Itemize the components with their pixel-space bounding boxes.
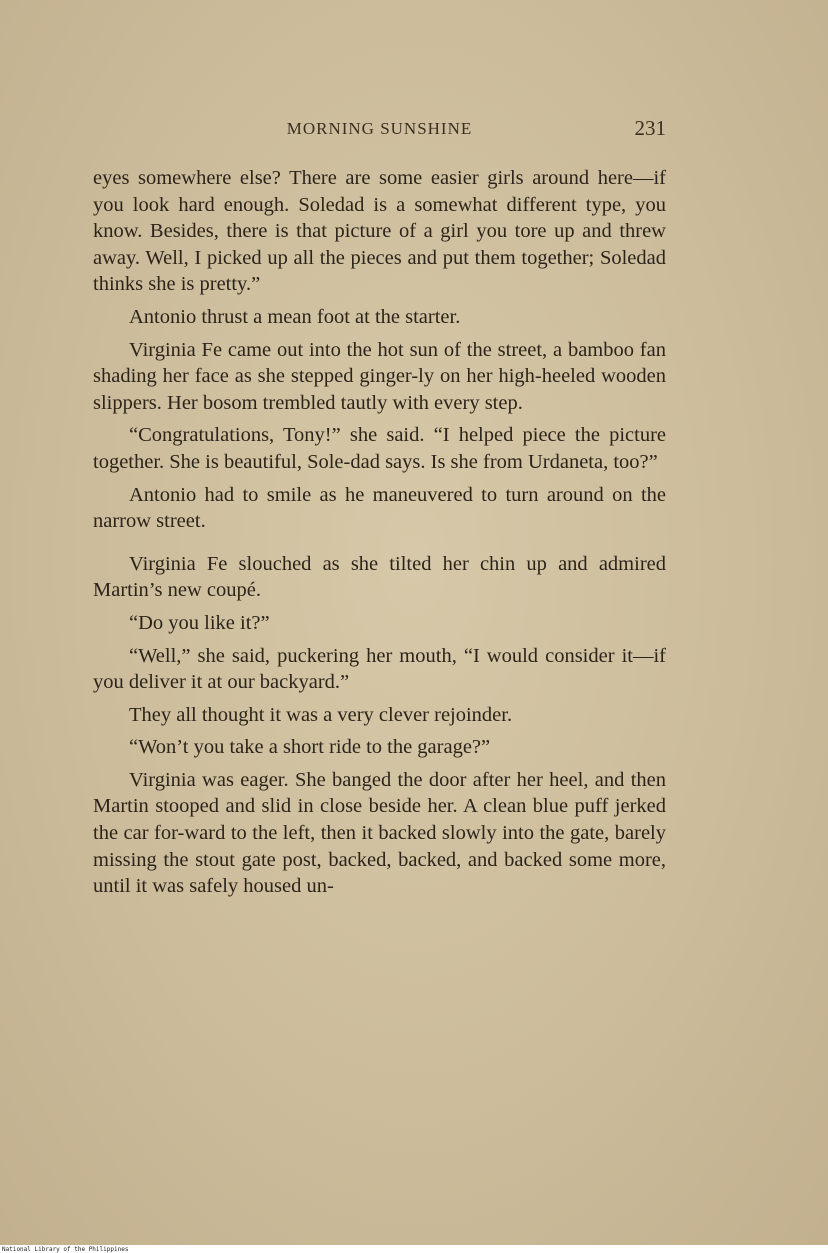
paragraph: eyes somewhere else? There are some easier girls around here—if you look hard enough. Soledad is a somewhat different type, you know. Besides, there is that picture of a girl you tore up and threw away. Well, I picked up all the pieces and put them together; Soledad thinks she is pretty.” (93, 167, 666, 296)
page-header (93, 116, 666, 142)
paragraph: Virginia was eager. She banged the door after her heel, and then Martin stooped and slid in close beside her. A clean blue puff jerked the car for-ward to the left, then it backed slowly into the gate, barely missing the stout gate post, backed, backed, and backed some more, until it was safely housed un- (93, 768, 666, 898)
paragraph: “Won’t you take a short ride to the garage?” (129, 736, 491, 759)
paragraph: Antonio thrust a mean foot at the starter. (129, 305, 461, 328)
paragraph: “Well,” she said, puckering her mouth, “I would consider it—if you deliver it at our backyard.” (93, 644, 666, 694)
running-head: MORNING SUNSHINE (286, 119, 473, 138)
body-text (93, 165, 666, 906)
paragraph: Virginia Fe came out into the hot sun of the street, a bamboo fan shading her face as she stepped ginger-ly on her high-heeled wooden slippers. Her bosom trembled tautly with every step. (93, 338, 666, 414)
paragraph: They all thought it was a very clever rejoinder. (129, 703, 513, 726)
paragraph: Antonio had to smile as he maneuvered to turn around on the narrow street. (93, 483, 666, 533)
page-number: 231 (634, 116, 666, 140)
paragraph: Virginia Fe slouched as she tilted her chin up and admired Martin’s new coupé. (93, 552, 666, 602)
paragraph: “Congratulations, Tony!” she said. “I helped piece the picture together. She is beautiful, Sole-dad says. Is she from Urdaneta, too?” (93, 424, 666, 473)
paragraph: “Do you like it?” (129, 611, 270, 634)
footer-attribution: National Library of the Philippines (2, 1246, 129, 1253)
